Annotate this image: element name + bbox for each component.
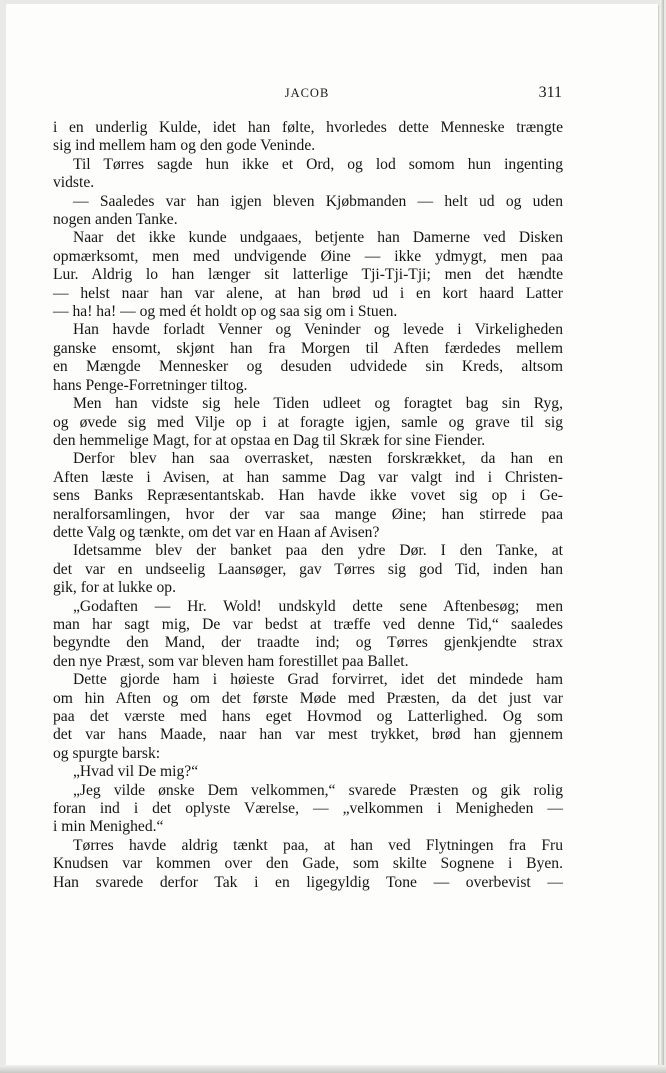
text-line: dette Valg og tænkte, om det var en Haan af Avisen? [53, 523, 380, 541]
text-line: „Godaften — Hr. Wold! undskyld dette sene Aftenbesøg; men [73, 597, 563, 615]
text-line: Han svarede derfor Tak i en ligegyldig Tone — overbevist — [53, 873, 563, 891]
text-line: Lur. Aldrig lo han længer sit latterlige Tji-Tji-Tji; men det hændte [53, 266, 563, 284]
text-line: ganske ensomt, skjønt han fra Morgen til Aften færdedes mellem [53, 339, 563, 357]
text-line: Naar det ikke kunde undgaaes, betjente han Damerne ved Disken [73, 229, 563, 247]
text-line: hans Penge-Forretninger tiltog. [53, 376, 248, 394]
text-line: Han havde forladt Venner og Veninder og levede i Virkeligheden [73, 321, 563, 339]
text-line: i en underlig Kulde, idet han følte, hvorledes dette Menneske trængte [53, 119, 563, 136]
text-line: Dette gjorde ham i høieste Grad forvirret, idet det mindede ham [73, 671, 563, 689]
text-line: Knudsen var kommen over den Gade, som skilte Sognene i Byen. [53, 855, 563, 873]
page-edge-shadow [660, 0, 664, 1073]
text-line: foran ind i det oplyste Værelse, — „velkommen i Menigheden — [53, 800, 563, 818]
text-line: Derfor blev han saa overrasket, næsten forskrækket, da han en [73, 450, 563, 468]
text-line: Tørres havde aldrig tænkt paa, at han ved Flytningen fra Fru [73, 836, 563, 854]
book-page [6, 4, 658, 1066]
text-line: det var hans Maade, naar han var mest trykket, brød han gjennem [53, 726, 563, 744]
text-line: en Mængde Mennesker og desuden udvidede sin Kreds, altsom [53, 358, 563, 376]
text-line: Men han vidste sig hele Tiden udleet og foragtet bag sin Ryg, [73, 395, 563, 413]
text-line: det var en undseelig Laansøger, gav Tørres sig god Tid, inden han [53, 560, 563, 578]
text-line: man har sagt mig, De var bedst at træffe ved denne Tid,“ saaledes [53, 615, 563, 633]
text-line: vidste. [53, 174, 95, 192]
text-line: sens Banks Repræsentantskab. Han havde ikke vovet sig op i Ge- [53, 487, 563, 505]
text-line: paa det værste med hans eget Hovmod og Latterlighed. Og som [53, 708, 563, 725]
text-line: sig ind mellem ham og den gode Veninde. [53, 137, 316, 155]
text-line: nogen anden Tanke. [53, 211, 178, 229]
page-number: 311 [538, 84, 562, 101]
text-line: om hin Aften og om det første Møde med Præsten, da det just var [53, 689, 563, 707]
text-line: — ha! ha! — og med ét holdt op og saa sig om i Stuen. [53, 303, 398, 321]
text-line: Aften læste i Avisen, at han samme Dag var valgt ind i Christen- [53, 468, 563, 486]
text-line: — Saaledes var han igjen bleven Kjøbmanden — helt ud og uden [73, 192, 563, 210]
page-header [52, 84, 562, 104]
text-line: den hemmelige Magt, for at opstaa en Dag til Skræk for sine Fiender. [53, 431, 486, 449]
text-line: — helst naar han var alene, at han brød ud i en kort haard Latter [53, 284, 563, 302]
body-text [53, 119, 563, 892]
text-line: opmærksomt, men med undvigende Øine — ikke ydmygt, men paa [53, 247, 563, 265]
text-line: og øvede sig med Vilje op i at foragte igjen, samle og grave til sig [53, 413, 563, 431]
running-head: JACOB [284, 86, 330, 100]
text-line: begyndte den Mand, der traadte ind; og Tørres gjenkjendte strax [53, 634, 563, 652]
page-bottom-shadow [0, 1065, 666, 1073]
text-line: den nye Præst, som var bleven ham forestillet paa Ballet. [53, 652, 409, 670]
text-line: i min Menighed.“ [53, 818, 164, 836]
text-line: gik, for at lukke op. [53, 579, 176, 597]
text-line: Til Tørres sagde hun ikke et Ord, og lod somom hun ingenting [73, 155, 563, 173]
text-line: neralforsamlingen, hvor der var saa mange Øine; han stirrede paa [53, 505, 563, 523]
text-line: og spurgte barsk: [53, 744, 161, 762]
text-line: „Hvad vil De mig?“ [73, 763, 199, 781]
text-line: „Jeg vilde ønske Dem velkommen,“ svarede Præsten og gik rolig [73, 781, 563, 799]
text-line: Idetsamme blev der banket paa den ydre Dør. I den Tanke, at [73, 542, 563, 560]
